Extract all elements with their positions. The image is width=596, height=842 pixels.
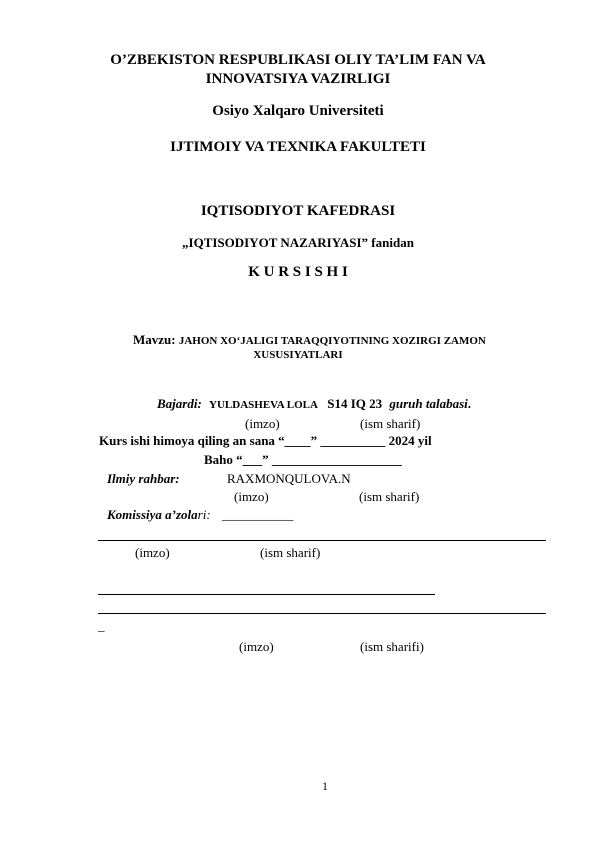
topic-label: Mavzu: [133,332,176,347]
commission-blank: ___________ [221,507,294,522]
stray-underscore: _ [98,618,105,633]
ministry-title-line2: INNOVATSIYA VAZIRLIGI [205,71,391,87]
document-type: K U R S I S H I [248,264,348,280]
signature-line-1 [98,540,546,541]
sig4-imzo: (imzo) [239,639,274,654]
signature-line-2 [98,594,435,595]
commission-label-b: ri: [197,507,211,522]
department-name: IQTISODIYOT KAFEDRASI [200,203,396,219]
subject-name: „IQTISODIYOT NAZARIYASI” fanidan [182,235,414,250]
sig2-ism: (ism sharif) [359,489,420,504]
author-dot: . [467,396,472,411]
defense-date-line: Kurs ishi himoya qiling an sana “____” __________ 2024 yil [99,433,432,448]
commission-line [107,507,293,523]
ministry-title-line1: O’ZBEKISTON RESPUBLIKASI OLIY TA’LIM FAN VA [110,52,486,68]
sig2-imzo: (imzo) [234,489,269,504]
supervisor-name: RAXMONQULOVA.N [227,471,351,486]
sig1-imzo: (imzo) [245,416,280,431]
author-group: S14 IQ 23 [327,396,383,411]
sig3-ism: (ism sharif) [260,545,321,560]
sig4-ism: (ism sharifi) [360,639,424,654]
signature-line-3 [98,613,546,614]
sig1-ism: (ism sharif) [360,416,421,431]
topic [133,332,486,348]
university-name: Osiyo Xalqaro Universiteti [212,103,384,119]
author-line [157,396,471,412]
author-suffix: guruh talabasi [389,396,468,411]
faculty-name: IJTIMOIY VA TEXNIKA FAKULTETI [170,139,426,155]
sig3-imzo: (imzo) [135,545,170,560]
grade-line: Baho “___” ____________________ [204,452,402,467]
author-name: YULDASHEVA LOLA [209,399,318,411]
supervisor-label: Ilmiy rahbar: [107,471,180,486]
topic-line1: JAHON XO‘JALIGI TARAQQIYOTINING XOZIRGI ZAMON [178,335,486,347]
page-number: 1 [322,779,328,793]
commission-label-a: Komissiya a’zola [107,507,198,522]
topic-line2: XUSUSIYATLARI [253,349,343,361]
author-label: Bajardi: [157,396,202,411]
